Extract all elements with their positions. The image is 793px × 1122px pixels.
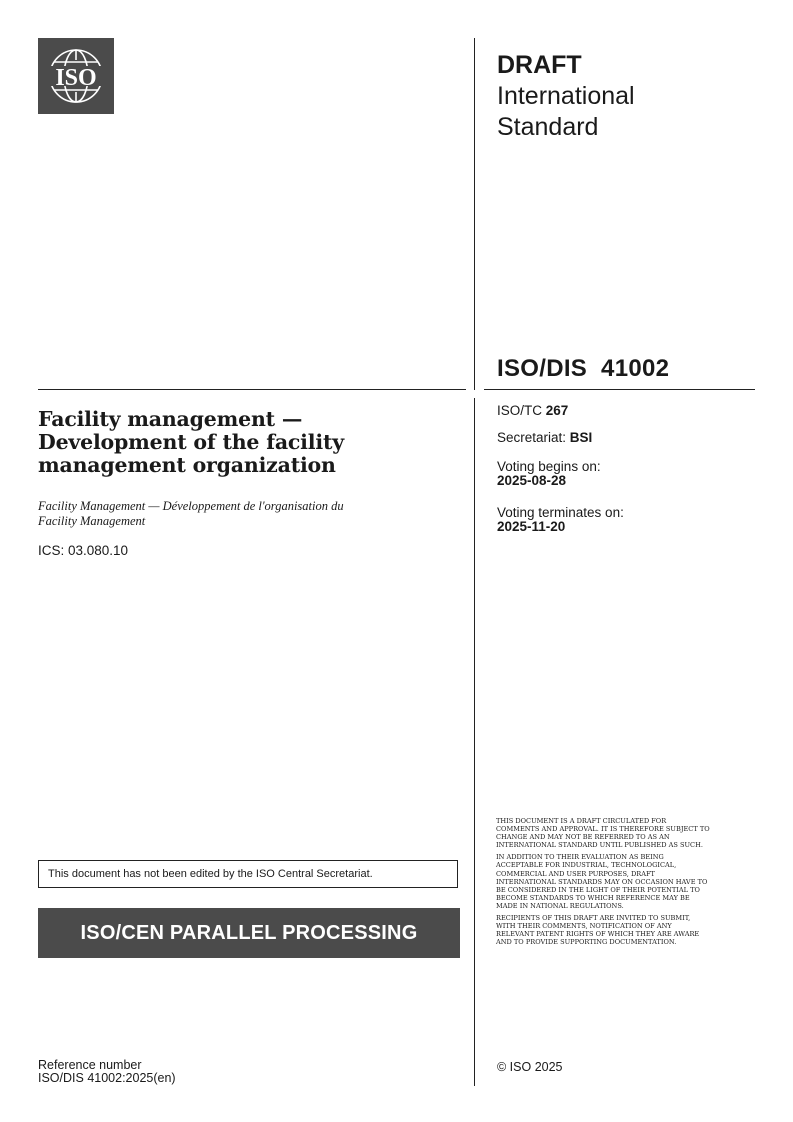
reference-label: Reference number (38, 1058, 142, 1072)
alt-title-line-2: Facility Management (38, 514, 146, 528)
iso-logo-text: ISO (55, 65, 97, 91)
disclaimer-paragraph-3: RECIPIENTS OF THIS DRAFT ARE INVITED TO SUBMIT, WITH THEIR COMMENTS, NOTIFICATION OF ANY RELEVANT PATENT RIGHTS OF WHICH THEY ARE AWARE AND TO PROVIDE SUPPORTING DOCUMENTATION. (496, 914, 700, 947)
tc-value: 267 (545, 403, 569, 418)
document-title (38, 408, 458, 477)
vertical-divider-bottom (474, 398, 475, 1086)
title-line-2: Development of the facility (38, 430, 344, 454)
alt-title-line-1: Facility Management — Développement de l'organisation du (38, 499, 344, 513)
secretariat (497, 431, 592, 445)
technical-committee (497, 404, 568, 418)
tc-label: ISO/TC (497, 403, 546, 418)
iso-globe-icon (38, 38, 114, 114)
document-stage-heading (497, 50, 757, 143)
ics-code: ICS: 03.080.10 (38, 543, 129, 558)
disclaimer-paragraph-2: IN ADDITION TO THEIR EVALUATION AS BEING ACCEPTABLE FOR INDUSTRIAL, TECHNOLOGICAL, COMMERCIAL AND USER PURPOSES, DRAFT INTERNATIONAL STANDARDS MAY ON OCCASION HAVE TO BE CONSIDERED IN THE LIGHT OF THEIR POTENTIAL TO BECOME STANDARDS TO WHICH REFERENCE MAY BE MADE IN NATIONAL REGULATIONS. (496, 853, 708, 910)
reference-value: ISO/DIS 41002:2025(en) (38, 1071, 176, 1085)
voting-terminates-date: 2025-11-20 (497, 519, 566, 534)
type-line-1: International (497, 82, 635, 110)
document-number: ISO/DIS 41002 (497, 355, 670, 382)
vertical-divider-top (474, 38, 475, 390)
voting-begins (497, 460, 601, 488)
draft-label: DRAFT (497, 51, 582, 79)
reference-number (38, 1059, 176, 1085)
disclaimer-paragraph-1: THIS DOCUMENT IS A DRAFT CIRCULATED FOR COMMENTS AND APPROVAL. IT IS THEREFORE SUBJECT TO CHANGE AND MAY NOT BE REFERRED TO AS AN INTERNATIONAL STANDARD UNTIL PUBLISHED AS SUCH. (496, 817, 710, 850)
title-line-1: Facility management — (38, 407, 303, 431)
secretariat-label: Secretariat: (497, 430, 570, 445)
type-line-2: Standard (497, 113, 599, 141)
parallel-processing-banner: ISO/CEN PARALLEL PROCESSING (38, 908, 460, 958)
horizontal-divider-left (38, 389, 466, 390)
iso-logo (38, 38, 114, 114)
title-line-3: management organization (38, 453, 336, 477)
copyright-notice: © ISO 2025 (497, 1060, 563, 1074)
voting-terminates (497, 506, 624, 534)
voting-begins-label: Voting begins on: (497, 459, 601, 474)
voting-terminates-label: Voting terminates on: (497, 505, 624, 520)
alternate-language-title (38, 499, 458, 529)
draft-disclaimer (496, 817, 711, 950)
voting-begins-date: 2025-08-28 (497, 473, 567, 488)
horizontal-divider-right (484, 389, 755, 390)
editorial-notice: This document has not been edited by the ISO Central Secretariat. (38, 860, 458, 888)
secretariat-value: BSI (569, 430, 593, 445)
